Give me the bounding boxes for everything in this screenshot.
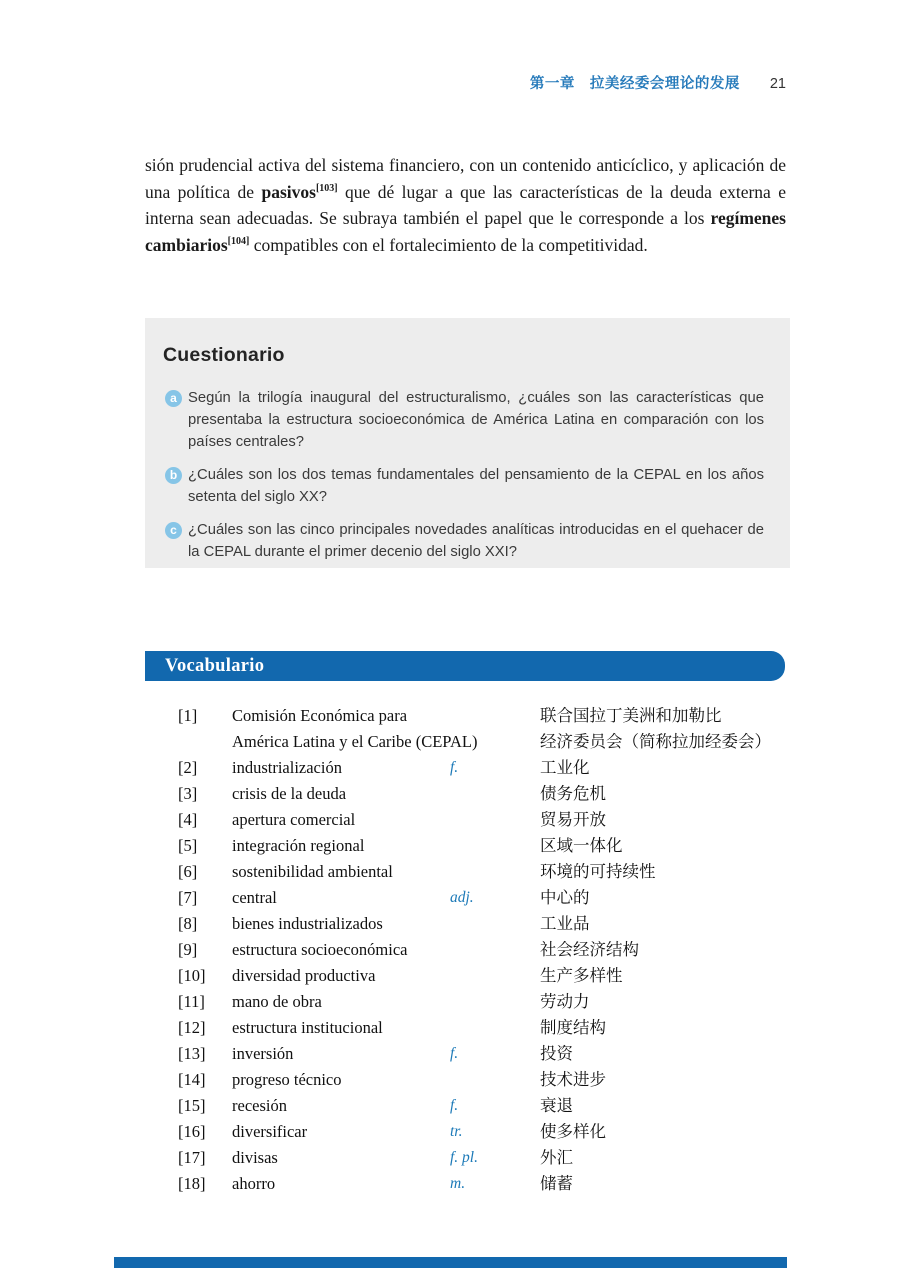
vocab-entry-term: estructura socioeconómica <box>232 940 408 959</box>
vocab-entry-pos <box>450 781 540 807</box>
vocab-entry-row <box>178 755 790 781</box>
vocab-entry-row <box>178 885 790 911</box>
question-text: ¿Cuáles son los dos temas fundamentales del pensamiento de la CEPAL en los años setenta del siglo XX? <box>188 467 764 505</box>
vocab-entry-pos: tr. <box>450 1123 463 1140</box>
question-text: ¿Cuáles son las cinco principales novedades analíticas introducidas en el quehacer de la CEPAL durante el primer decenio del siglo XXI? <box>188 522 764 560</box>
vocab-entry-number: [17] <box>178 1148 206 1167</box>
paragraph-text-1: sión prudencial activa del sistema financiero, con un contenido anticíclico, y aplicación de una política de <box>145 155 786 202</box>
vocab-entry-row <box>178 859 790 885</box>
vocab-entry-term: apertura comercial <box>232 810 356 829</box>
vocabulario-header-bar <box>145 651 785 681</box>
vocab-entry-pos: m. <box>450 1175 466 1192</box>
question-letter-badge: b <box>165 467 182 484</box>
vocab-entry-pos <box>450 937 540 963</box>
vocab-entry-term: ahorro <box>232 1174 276 1193</box>
vocabulario-title: Vocabulario <box>165 656 265 676</box>
vocabulario-list <box>178 703 790 1197</box>
vocab-entry-pos: f. <box>450 759 459 776</box>
vocab-entry-row <box>178 703 790 729</box>
paragraph-text-3: compatibles con el fortalecimiento de la competitividad. <box>249 234 648 255</box>
vocab-entry-pos <box>450 963 540 989</box>
vocab-entry-translation: 中心的 <box>540 888 590 907</box>
vocab-entry-term: bienes industrializados <box>232 914 383 933</box>
vocab-entry-term: crisis de la deuda <box>232 784 347 803</box>
vocab-entry-term: Comisión Económica para <box>232 706 408 725</box>
cuestionario-items <box>163 387 764 563</box>
vocab-entry-row <box>178 1015 790 1041</box>
vocab-entry-number: [9] <box>178 940 198 959</box>
page-number: 21 <box>769 76 786 92</box>
vocab-entry-pos: f. pl. <box>450 1149 478 1166</box>
vocab-entry-translation: 经济委员会（简称拉加经委会） <box>540 732 771 751</box>
vocab-entry-term: América Latina y el Caribe (CEPAL) <box>232 732 478 751</box>
question-item <box>163 464 764 508</box>
vocab-entry-translation: 储蓄 <box>540 1174 573 1193</box>
vocab-entry-number: [5] <box>178 836 198 855</box>
vocab-entry-term: inversión <box>232 1044 294 1063</box>
bold-term-pasivos: pasivos <box>261 181 316 202</box>
vocab-entry-pos: f. <box>450 1097 459 1114</box>
vocab-entry-translation: 生产多样性 <box>540 966 623 985</box>
vocab-entry-translation: 联合国拉丁美洲和加勒比 <box>540 706 722 725</box>
vocab-entry-translation: 工业品 <box>540 914 590 933</box>
vocab-entry-number: [8] <box>178 914 198 933</box>
vocab-entry-translation: 使多样化 <box>540 1122 606 1141</box>
vocab-entry-pos <box>450 911 540 937</box>
vocab-entry-number: [14] <box>178 1070 206 1089</box>
question-item <box>163 387 764 453</box>
vocab-entry-translation: 技术进步 <box>540 1070 606 1089</box>
vocab-entry-pos <box>450 729 540 755</box>
vocab-entry-translation: 区域一体化 <box>540 836 623 855</box>
vocab-entry-number: [1] <box>178 706 198 725</box>
bottom-decoration-bar <box>114 1257 787 1268</box>
vocab-entry-number: [12] <box>178 1018 206 1037</box>
vocab-entry-term: diversidad productiva <box>232 966 376 985</box>
vocab-entry-translation: 衰退 <box>540 1096 573 1115</box>
vocab-entry-pos <box>450 859 540 885</box>
question-text: Según la trilogía inaugural del estructuralismo, ¿cuáles son las características que presentaba la estructura socioeconómica de América Latina en comparación con los países centrales? <box>188 390 764 450</box>
vocab-entry-pos <box>450 1067 540 1093</box>
vocab-entry-pos <box>450 807 540 833</box>
body-paragraph <box>145 152 786 258</box>
vocab-entry-pos <box>450 989 540 1015</box>
vocab-entry-pos <box>450 833 540 859</box>
chapter-title: 第一章 拉美经委会理论的发展 <box>529 76 740 92</box>
vocab-entry-term: mano de obra <box>232 992 322 1011</box>
vocab-entry-row <box>178 781 790 807</box>
vocab-entry-pos: f. <box>450 1045 459 1062</box>
vocab-entry-number: [4] <box>178 810 198 829</box>
paragraph-text-2: que dé lugar a que las características de la deuda externa e interna sean adecuadas. Se subraya también el papel que le corresponde a los <box>145 181 786 228</box>
vocab-entry-number: [18] <box>178 1174 206 1193</box>
vocab-entry-translation: 社会经济结构 <box>540 940 639 959</box>
vocab-entry-term: recesión <box>232 1096 287 1115</box>
vocab-entry-number: [13] <box>178 1044 206 1063</box>
vocab-entry-term: progreso técnico <box>232 1070 342 1089</box>
vocab-entry-row <box>178 1145 790 1171</box>
question-letter-badge: c <box>165 522 182 539</box>
vocab-entry-row <box>178 1119 790 1145</box>
vocab-entry-row <box>178 1171 790 1197</box>
vocab-entry-row <box>178 937 790 963</box>
question-letter-badge: a <box>165 390 182 407</box>
vocab-entry-number: [2] <box>178 758 198 777</box>
vocab-entry-number: [11] <box>178 992 205 1011</box>
vocab-entry-row <box>178 1067 790 1093</box>
vocab-entry-translation: 制度结构 <box>540 1018 606 1037</box>
vocab-entry-translation: 贸易开放 <box>540 810 606 829</box>
vocab-entry-translation: 债务危机 <box>540 784 606 803</box>
vocab-entry-number: [10] <box>178 966 206 985</box>
vocab-entry-number: [15] <box>178 1096 206 1115</box>
footnote-ref-104: [104] <box>227 235 250 247</box>
vocab-entry-pos: adj. <box>450 889 474 906</box>
cuestionario-box <box>145 318 790 568</box>
vocab-entry-term: estructura institucional <box>232 1018 383 1037</box>
vocab-entry-row <box>178 963 790 989</box>
vocab-entry-translation: 劳动力 <box>540 992 590 1011</box>
vocab-entry-term: sostenibilidad ambiental <box>232 862 393 881</box>
bold-term-regimenes-cambiarios: regímenes cambiarios <box>145 208 786 255</box>
vocab-entry-translation: 投资 <box>540 1044 573 1063</box>
vocab-entry-row <box>178 989 790 1015</box>
vocab-entry-number: [16] <box>178 1122 206 1141</box>
vocab-entry-term: central <box>232 888 277 907</box>
vocab-entry-row <box>178 833 790 859</box>
vocab-entry-row <box>178 911 790 937</box>
vocab-entry-number <box>178 729 232 755</box>
vocab-entry-row <box>178 1041 790 1067</box>
cuestionario-title: Cuestionario <box>163 344 285 366</box>
vocab-entry-term: divisas <box>232 1148 278 1167</box>
vocab-entry-term: integración regional <box>232 836 365 855</box>
vocab-entry-number: [3] <box>178 784 198 803</box>
vocab-entry-pos <box>450 1015 540 1041</box>
vocab-entry-number: [7] <box>178 888 198 907</box>
page-header <box>530 72 786 93</box>
question-item <box>163 519 764 563</box>
footnote-ref-103: [103] <box>315 182 338 194</box>
vocab-entry-row <box>178 1093 790 1119</box>
vocab-entry-row <box>178 807 790 833</box>
vocab-entry-number: [6] <box>178 862 198 881</box>
vocab-entry-translation: 外汇 <box>540 1148 573 1167</box>
vocab-entry-row <box>178 729 790 755</box>
vocab-entry-translation: 环境的可持续性 <box>540 862 656 881</box>
vocab-entry-pos <box>450 703 540 729</box>
vocab-entry-term: industrialización <box>232 758 342 777</box>
vocab-entry-translation: 工业化 <box>540 758 590 777</box>
vocab-entry-term: diversificar <box>232 1122 308 1141</box>
